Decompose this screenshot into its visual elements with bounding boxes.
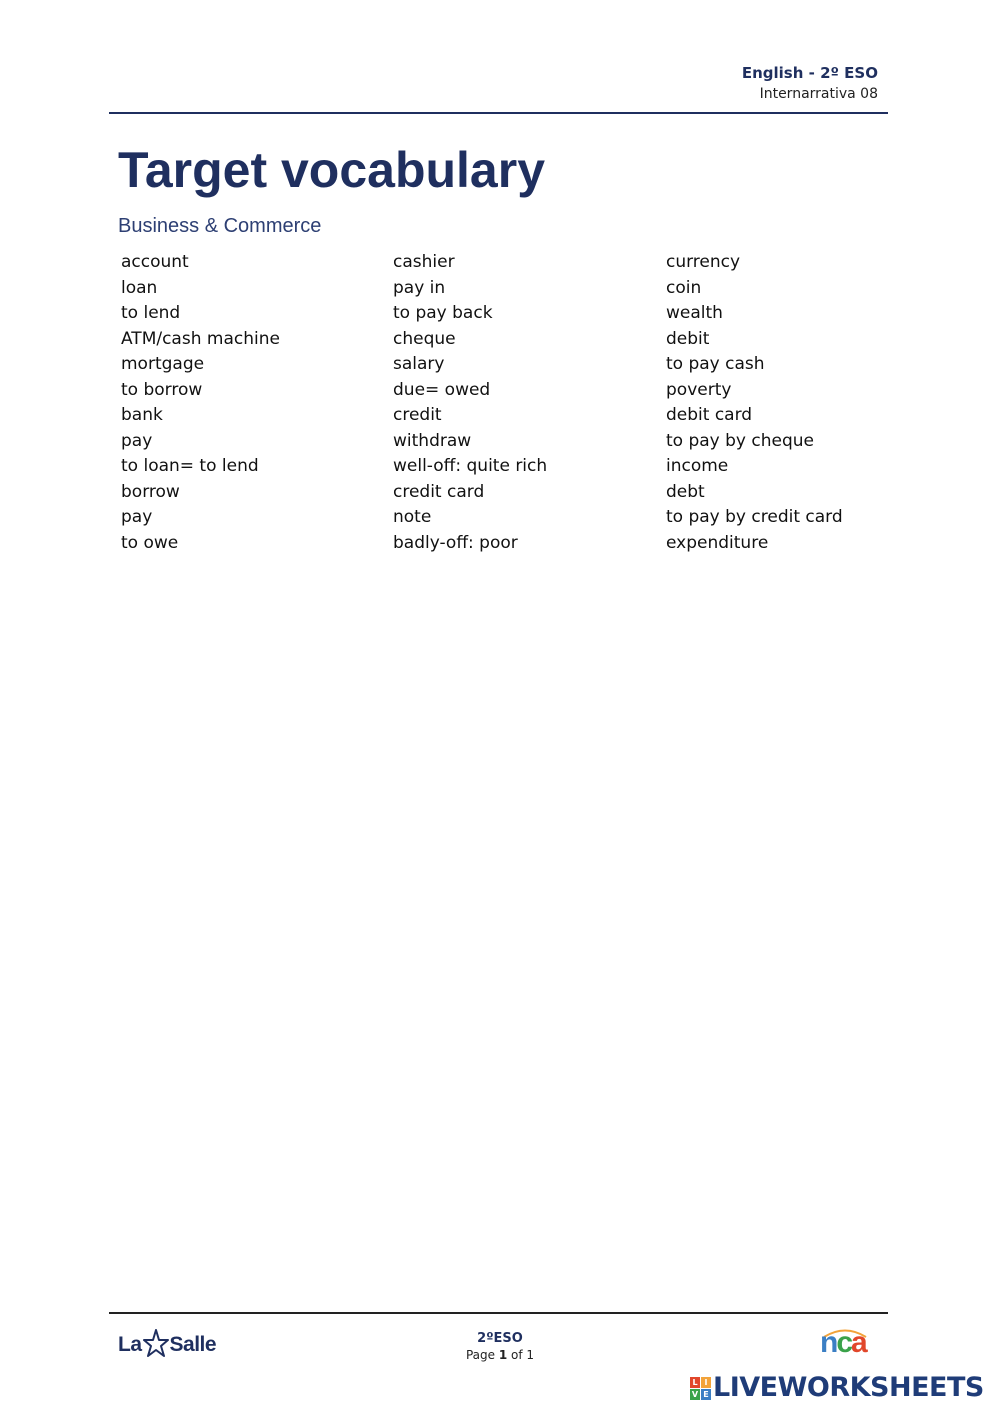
vocab-item: coin [666, 277, 702, 298]
vocab-item: debit [666, 328, 710, 349]
vocab-item: to loan= to lend [121, 456, 259, 476]
vocab-item: to owe [121, 532, 179, 553]
vocab-item: to pay by credit card [666, 507, 843, 527]
lw-block: V [691, 1389, 699, 1399]
page-title: Target vocabulary [118, 142, 546, 198]
header-divider [109, 112, 888, 114]
vocab-item: mortgage [121, 354, 205, 374]
vocab-item: currency [666, 252, 741, 272]
vocab-item: ATM/cash machine [121, 328, 280, 349]
footer-page-info [400, 1330, 600, 1364]
page-prefix: Page [465, 1348, 495, 1362]
lw-block: E [701, 1389, 711, 1400]
vocab-item: borrow [121, 481, 180, 502]
vocab-item: loan [121, 277, 158, 298]
lw-block: L [690, 1377, 700, 1388]
vocab-item: pay in [393, 277, 446, 298]
vocab-item: pay [121, 430, 153, 451]
liveworksheets-blocks-icon [690, 1377, 711, 1400]
vocab-item: to pay back [393, 303, 493, 323]
nca-logo-letter: n [820, 1326, 837, 1359]
star-icon [143, 1328, 169, 1362]
vocab-item: to lend [121, 303, 181, 323]
page-current: 1 [498, 1348, 508, 1362]
page-subtitle: Business & Commerce [118, 215, 322, 237]
lasalle-logo [118, 1326, 216, 1364]
vocab-item: account [121, 252, 189, 272]
liveworksheets-text: LIVEWORKSHEETS [713, 1372, 984, 1403]
vocab-item: pay [121, 507, 153, 527]
vocab-item: withdraw [393, 430, 472, 451]
header-course: English - 2º ESO [741, 64, 878, 82]
nca-logo-letter: a [851, 1326, 866, 1359]
vocab-column-2 [393, 250, 663, 556]
vocab-item: debt [666, 481, 705, 502]
vocab-item: debit card [666, 405, 753, 425]
vocab-item: cashier [393, 252, 455, 272]
vocab-item: badly-off: poor [393, 532, 518, 553]
nca-logo-letter: c [836, 1326, 852, 1359]
vocab-column-3 [666, 250, 936, 556]
vocab-item: salary [393, 354, 445, 374]
lasalle-logo-text: La [118, 1333, 142, 1356]
liveworksheets-watermark [690, 1370, 984, 1406]
vocab-item: bank [121, 405, 163, 425]
vocab-item: cheque [393, 328, 456, 349]
page-number [400, 1347, 600, 1364]
vocab-item: due= owed [393, 379, 491, 400]
vocab-item: well-off: quite rich [393, 456, 548, 476]
nca-logo [820, 1326, 866, 1360]
vocab-item: to pay by cheque [666, 430, 815, 451]
header-unit: Internarrativa 08 [759, 86, 878, 102]
vocab-item: expenditure [666, 532, 769, 553]
footer-divider [109, 1312, 888, 1314]
vocab-column-1 [121, 250, 391, 556]
lasalle-logo-text-2: Salle [169, 1333, 217, 1356]
vocab-item: income [666, 456, 729, 476]
footer-grade: 2ºESO [477, 1331, 523, 1346]
vocab-item: credit [393, 405, 442, 425]
vocab-item: note [393, 507, 432, 527]
vocab-item: to pay cash [666, 354, 765, 374]
vocab-item: to borrow [121, 379, 203, 400]
page-of: of [511, 1348, 523, 1362]
vocab-item: wealth [666, 303, 723, 323]
lw-block: I [701, 1377, 711, 1388]
page-total: 1 [526, 1348, 535, 1362]
vocab-item: poverty [666, 379, 732, 400]
vocab-item: credit card [393, 481, 485, 502]
